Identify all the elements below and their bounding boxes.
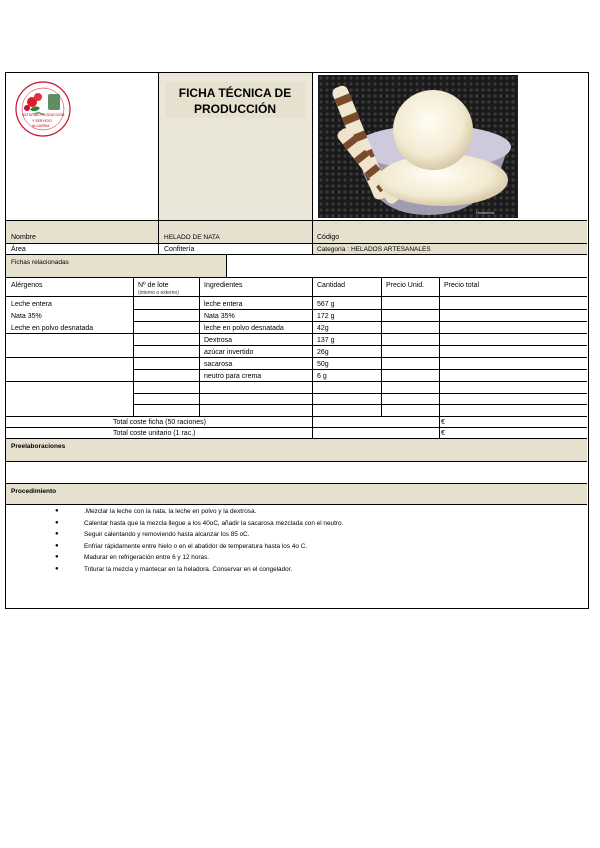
procedimiento-label: Procedimiento	[11, 488, 57, 495]
header-ingredientes: Ingredientes	[204, 282, 243, 289]
header-precio-unid: Precio Unid.	[386, 282, 425, 289]
total-unitario-currency: €	[441, 430, 445, 437]
cantidad-6: 6 g	[317, 373, 327, 380]
procedure-step: ● Calentar hasta que la mezcla llegue a los 40oC, añadir la sacarosa mezclada con el neutro.	[55, 518, 343, 530]
header-lote: Nº de lote	[138, 282, 169, 289]
ingrediente-1: Nata 35%	[204, 313, 235, 320]
procedimiento-bg	[6, 484, 587, 504]
alergeno-1: Nata 35%	[11, 313, 42, 320]
categoria-value: Categoría : HELADOS ARTESANALES	[317, 246, 431, 253]
preelaboraciones-bg	[6, 439, 587, 461]
ingrediente-4: azúcar invertido	[204, 349, 254, 356]
area-label: Área	[11, 246, 26, 253]
procedure-steps	[55, 506, 343, 576]
page-title	[165, 82, 305, 118]
alergeno-2: Leche en polvo desnatada	[11, 325, 94, 332]
header-alergenos: Alérgenos	[11, 282, 43, 289]
ice-cream-photo	[318, 75, 518, 218]
procedure-step: ● Seguir calentando y removiendo hasta alcanzar los 85 oC.	[55, 529, 343, 541]
ingrediente-3: Dextrosa	[204, 337, 233, 344]
cantidad-0: 567 g	[317, 301, 335, 308]
preelaboraciones-label: Preelaboraciones	[11, 443, 66, 450]
ingrediente-2: leche en polvo desnatada	[204, 325, 284, 332]
photo-credit: Hostelería	[476, 210, 495, 215]
procedure-step: ● Enfriar rápidamente entre hielo o en el abatidor de temperatura hasta los 4o C.	[55, 541, 343, 553]
header-precio-total: Precio total	[444, 282, 480, 289]
total-ficha-currency: €	[441, 419, 445, 426]
total-unitario-label: Total coste unitario (1 rac.)	[113, 430, 196, 437]
procedure-step: ● Triturar la mezcla y mantecar en la heladora. Conservar en el congelador.	[55, 564, 343, 576]
total-ficha-label: Total coste ficha (50 raciones)	[113, 419, 206, 426]
header-cantidad: Cantidad	[317, 282, 346, 289]
cantidad-3: 137 g	[317, 337, 335, 344]
fichas-label: Fichas relacionadas	[11, 259, 69, 266]
cantidad-2: 42g	[317, 325, 329, 332]
page-title-line1: FICHA TÉCNICA DE	[178, 86, 292, 100]
area-value: Confitería	[164, 246, 195, 253]
procedure-step: ● .Mezclar la leche con la nata, la leche en polvo y la dextrosa.	[55, 506, 343, 518]
ingrediente-6: neutro para crema	[204, 373, 262, 380]
codigo-label: Código	[317, 234, 340, 241]
cantidad-4: 26g	[317, 349, 329, 356]
alergeno-0: Leche entera	[11, 301, 52, 308]
school-logo	[10, 80, 78, 138]
procedure-step: ● Madurar en refrigeración entre 6 y 12 horas.	[55, 552, 343, 564]
nombre-label: Nombre	[11, 234, 36, 241]
cantidad-1: 172 g	[317, 313, 335, 320]
logo-line1: ASTURIAS PRODUCCIÓN	[22, 113, 65, 117]
nombre-value: HELADO DE NATA	[164, 234, 220, 241]
header-lote-sub: (interno o externo)	[138, 290, 179, 296]
ingrediente-0: leche entera	[204, 301, 243, 308]
ingrediente-5: sacarosa	[204, 361, 233, 368]
logo-line3: ALCARRIA	[32, 124, 50, 128]
logo-line2: Y SERVICIO	[32, 119, 52, 123]
page-title-line2: PRODUCCIÓN	[193, 102, 276, 116]
cantidad-5: 50g	[317, 361, 329, 368]
nombre-row-bg	[6, 221, 587, 243]
